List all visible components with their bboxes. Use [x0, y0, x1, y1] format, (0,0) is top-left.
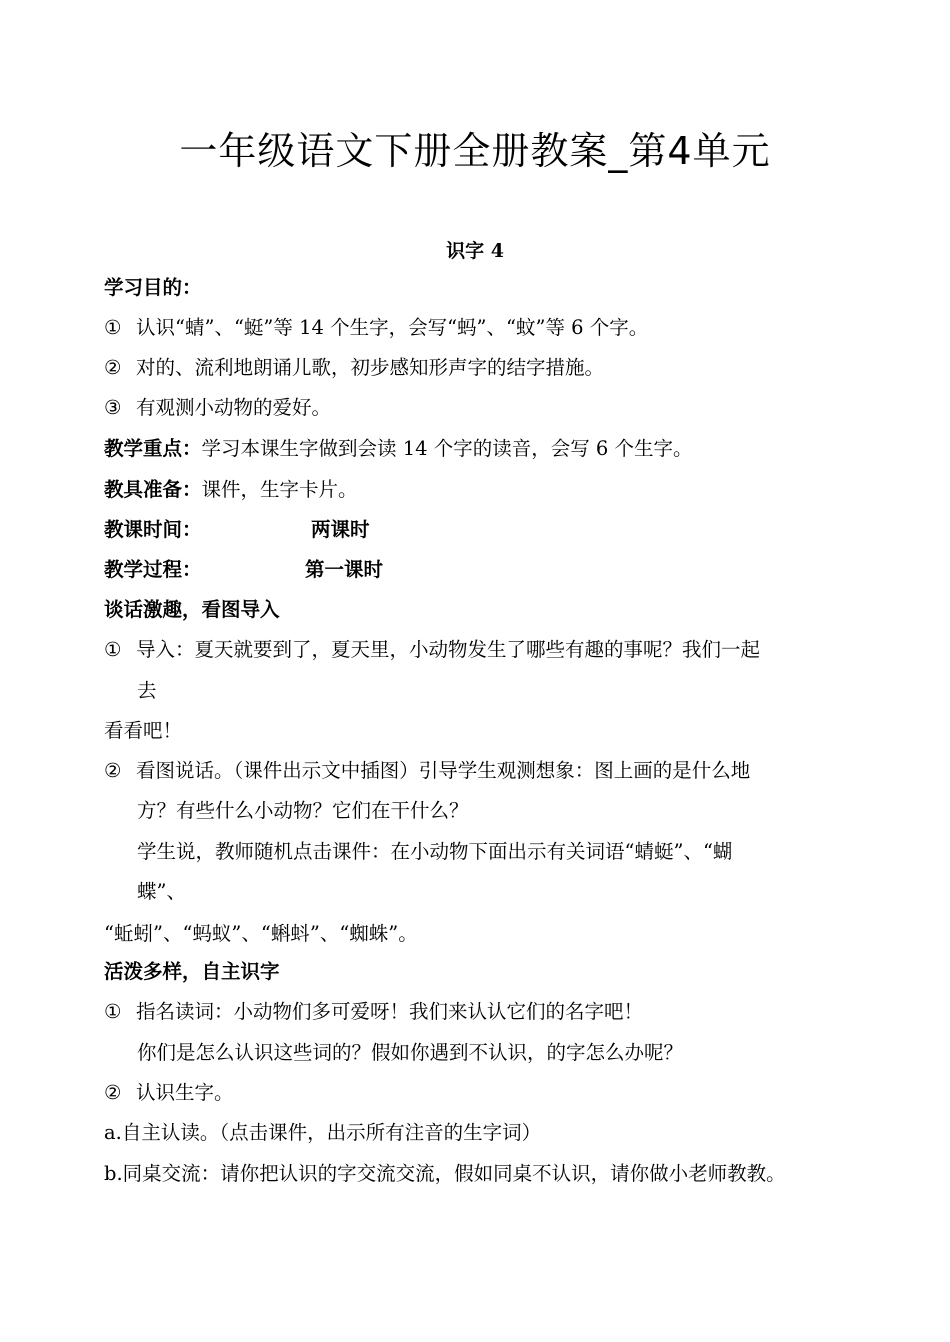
key-points-label: 教学重点： [104, 437, 202, 460]
process-label: 教学过程： [104, 558, 202, 581]
goal-number: ② [104, 356, 122, 379]
process-value: 第一课时 [305, 558, 384, 581]
goal-number: ① [104, 316, 122, 339]
goal-item [104, 394, 331, 422]
item-text: 指名读词：小动物们多可爱呀！我们来认认它们的名字吧！ [136, 1000, 644, 1023]
list-item [104, 998, 643, 1026]
item-continuation: 你们是怎么认识这些词的？假如你遇到不认识，的字怎么办呢？ [137, 1041, 684, 1064]
sub-item-a: a.自主认读。（点击课件，出示所有注音的生字词） [104, 1121, 542, 1144]
materials-text: 课件，生字卡片。 [201, 478, 358, 501]
item-text: 看图说话。（课件出示文中插图）引导学生观测想象：图上画的是什么地 [136, 759, 751, 782]
document-title: 一年级语文下册全册教案_第4单元 [179, 129, 771, 173]
time-value: 两课时 [311, 518, 370, 541]
item-number: ① [104, 1000, 122, 1023]
goal-item [104, 354, 604, 382]
process-line [104, 556, 383, 584]
item-number: ② [104, 1081, 122, 1104]
goal-text: 对的、流利地朗诵儿歌，初步感知形声字的结字措施。 [136, 356, 605, 379]
materials-line [104, 476, 358, 504]
sub-item-b: b.同桌交流：请你把认识的字交流交流，假如同桌不认识，请你做小老师教教。 [104, 1162, 786, 1185]
time-label: 教课时间： [104, 518, 202, 541]
section-heading: 活泼多样，自主识字 [104, 960, 280, 983]
item-continuation: 去 [137, 679, 157, 702]
section-heading: 谈话激趣，看图导入 [104, 598, 280, 621]
goals-heading: 学习目的： [104, 276, 202, 299]
lesson-title: 识字 4 [446, 240, 504, 262]
item-continuation: 学生说，教师随机点击课件：在小动物下面出示有关词语“蜻蜓”、“蝴 [137, 840, 733, 863]
list-item [104, 1079, 234, 1107]
item-continuation: 方？有些什么小动物？它们在干什么？ [137, 799, 469, 822]
item-number: ② [104, 759, 122, 782]
item-number: ① [104, 638, 122, 661]
goal-text: 有观测小动物的爱好。 [136, 396, 332, 419]
key-points-text: 学习本课生字做到会读 14 个字的读音，会写 6 个生字。 [201, 437, 693, 460]
item-text: 认识生字。 [136, 1081, 234, 1104]
goal-item [104, 314, 648, 342]
time-line [104, 516, 370, 544]
list-item [104, 636, 760, 664]
item-tail: 看看吧！ [104, 719, 183, 742]
item-text: 导入：夏天就要到了，夏天里，小动物发生了哪些有趣的事呢？我们一起 [136, 638, 761, 661]
goal-number: ③ [104, 396, 122, 419]
key-points-line [104, 435, 693, 463]
item-continuation: 蝶”、 [137, 880, 186, 903]
goal-text: 认识“蜻”、“蜓”等 14 个生字，会写“蚂”、“蚊”等 6 个字。 [136, 316, 649, 339]
list-item [104, 757, 750, 785]
materials-label: 教具准备： [104, 478, 202, 501]
item-tail: “蚯蚓”、“蚂蚁”、“蝌蚪”、“蜘蛛”。 [104, 922, 418, 945]
